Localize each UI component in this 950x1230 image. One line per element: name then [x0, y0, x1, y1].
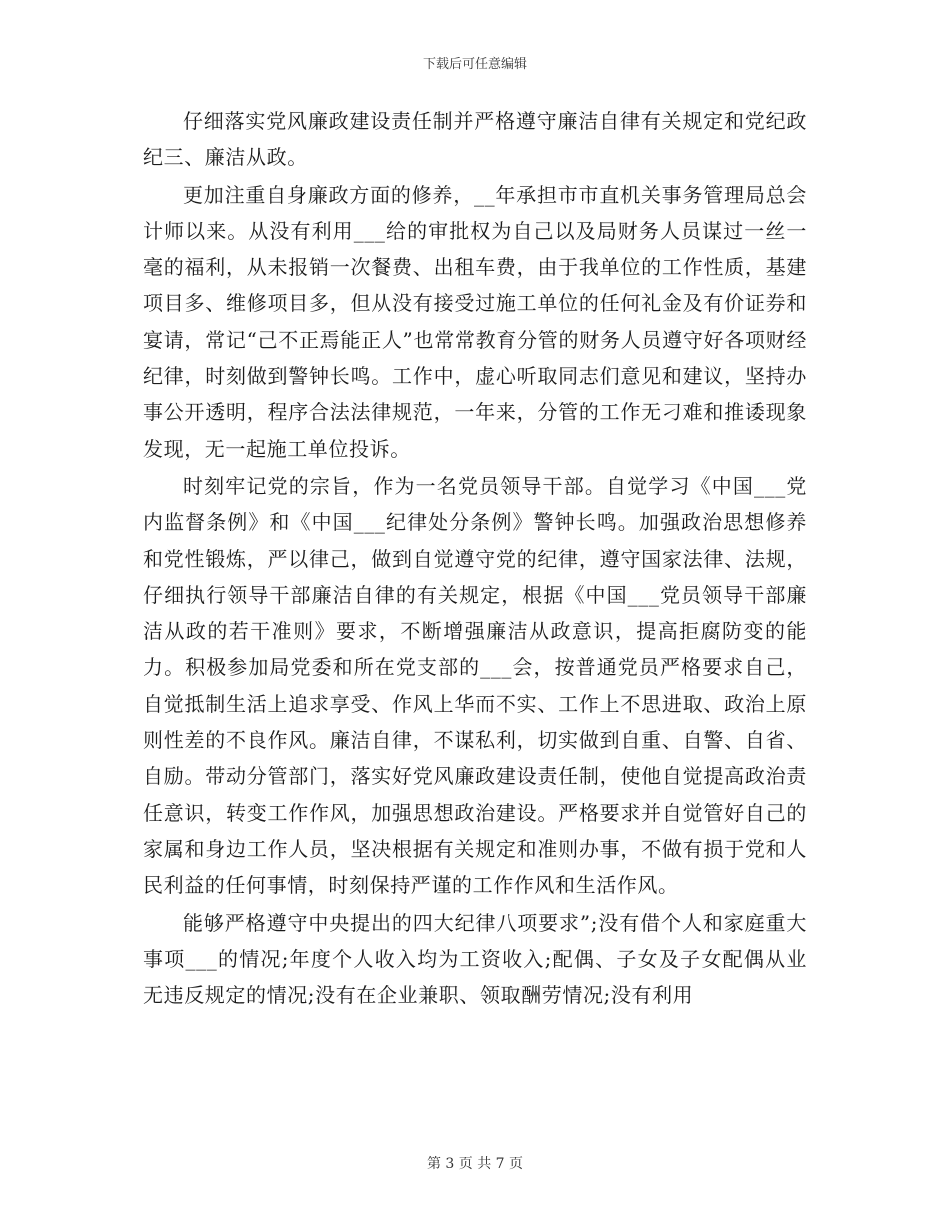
paragraph-4: 能够严格遵守中央提出的四大纪律八项要求”;没有借个人和家庭重大事项___的情况;年度个人收入均为工资收入;配偶、子女及子女配偶从业无违反规定的情况;没有在企业兼职、领取酬劳情况;没有利用 [143, 910, 807, 1008]
paragraph-3: 时刻牢记党的宗旨，作为一名党员领导干部。自觉学习《中国___党内监督条例》和《中国___纪律处分条例》警钟长鸣。加强政治思想修养和党性锻炼，严以律己，做到自觉遵守党的纪律，遵守国家法律、法规，仔细执行领导干部廉洁自律的有关规定，根据《中国___党员领导干部廉洁从政的若干准则》要求，不断增强廉洁从政意识，提高拒腐防变的能力。积极参加局党委和所在党支部的___会，按普通党员严格要求自己，自觉抵制生活上追求享受、作风上华而不实、工作上不思进取、政治上原则性差的不良作风。廉洁自律，不谋私利，切实做到自重、自警、自省、自励。带动分管部门，落实好党风廉政建设责任制，使他自觉提高政治责任意识，转变工作作风，加强思想政治建设。严格要求并自觉管好自己的家属和身边工作人员，坚决根据有关规定和准则办事，不做有损于党和人民利益的任何事情，时刻保持严谨的工作作风和生活作风。 [143, 473, 807, 898]
page-header-note: 下载后可任意编辑 [422, 57, 527, 72]
paragraph-2: 更加注重自身廉政方面的修养，__年承担市市直机关事务管理局总会计师以来。从没有利用___给的审批权为自己以及局财务人员谋过一丝一毫的福利，从未报销一次餐费、出租车费，由于我单位的工作性质，基建项目多、维修项目多，但从没有接受过施工单位的任何礼金及有价证券和宴请，常记“己不正焉能正人”也常常教育分管的财务人员遵守好各项财经纪律，时刻做到警钟长鸣。工作中，虚心听取同志们意见和建议，坚持办事公开透明，程序合法法律规范，一年来，分管的工作无刁难和推诿现象发现，无一起施工单位投诉。 [143, 182, 807, 461]
paragraph-1: 仔细落实党风廉政建设责任制并严格遵守廉洁自律有关规定和党纪政纪三、廉洁从政。 [143, 109, 807, 170]
page-number-footer: 第 3 页 共 7 页 [426, 1156, 524, 1172]
document-body [143, 103, 807, 1014]
